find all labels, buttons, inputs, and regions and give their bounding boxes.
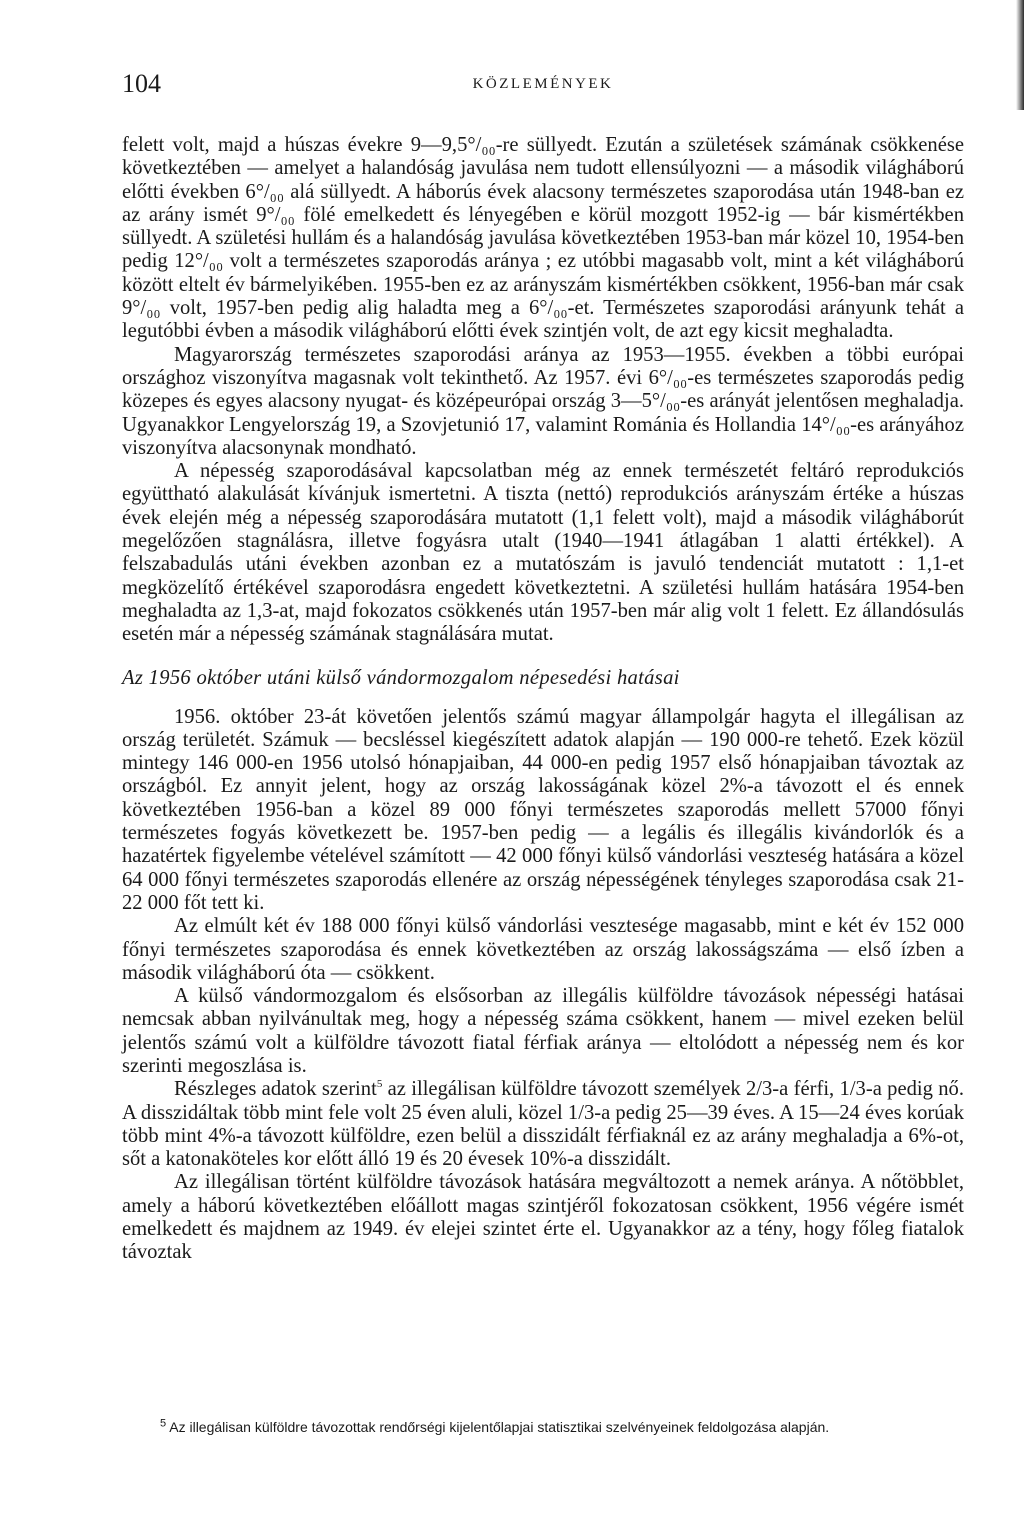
paragraph-partial-data (122, 1078, 964, 1171)
footnote-reference: 5 (376, 1078, 383, 1091)
paragraph-european-comparison: Magyarország természetes szaporodási aránya az 1953—1955. években a többi európai országhoz viszonyítva magasnak volt tekinthető. Az 1957. évi 6°/₀₀-es természetes szaporodás pedig közepes és egyes alacsony nyugat- és középeurópai ország 3—5°/₀₀-es arányát jelentősen meghaladja. Ugyanakkor Lengyelország 19, a Szovjetunió 17, valamint Románia és Hollandia 14°/₀₀-es arányához viszonyítva alacsonynak mondható. (122, 343, 964, 459)
page-header (122, 66, 964, 102)
section-title: Az 1956 október utáni külső vándormozgalom népesedési hatásai (122, 666, 680, 689)
footnote-marker: 5 (160, 1417, 167, 1430)
partial-data-text: az illegálisan külföldre távozott személyek 2/3-a férfi, 1/3-a pedig nő. A disszidáltak több mint fele volt 25 éven aluli, közel 1/3-a pedig 25—39 éves. A 15—24 éves korúak több mint 4%-a távozott külföldre, ezen belül a disszidált férfiaknál ez az arány meghaladja a 6%-ot, sőt a katonaköteles kor előtt álló 19 és 20 évesek 10%-a disszidált. (122, 1078, 965, 1171)
page-number: 104 (122, 69, 161, 98)
paragraph-emigration-1956: 1956. október 23-át követően jelentős számú magyar állampolgár hagyta el illegálisan az ország területét. Számuk — becsléssel kiegészített adatok alapján — 190 000-re tehető. Ezek közül mintegy 146 000-en 1956 utolsó hónapjaiban, 44 000-en pedig 1957 első hónapjaiban távoztak az országból. Ez annyit jelent, hogy az ország lakosságának közel 2%-a távozott el és ennek következtében 1956-ban a közel 89 000 főnyi természetes szaporodás mellett 57000 főnyi természetes fogyás következett be. 1957-ben pedig — a legális és illegális kivándorlók és a hazatértek figyelembe vételével számított — 42 000 főnyi külső vándorlási veszteség hatására a közel 64 000 főnyi természetes szaporodás ellenére az ország népességének tényleges szaporodása csak 21-22 000 főt tett ki. (122, 705, 964, 914)
paragraph-sex-ratio: Az illegálisan történt külföldre távozások hatására megváltozott a nemek aránya. A nőtöbblet, amely a háború következtében előállott magas szintjéről fokozatosan csökkent, 1956 végére ismét emelkedett és majdnem az 1949. év elejei szintet érte el. Ugyanakkor az a tény, hogy főleg fiatalok távoztak (122, 1171, 964, 1264)
page-body (122, 134, 964, 1265)
page-edge-shadow (1016, 0, 1024, 110)
paragraph-reproduction-rate: A népesség szaporodásával kapcsolatban még az ennek természetét feltáró reprodukciós együttható alakulását kívánjuk ismertetni. A tiszta (nettó) reprodukciós arányszám értéke a húszas évek elején még a népesség szaporodására mutatott (1,1 felett volt), majd a második világháborút megelőzően stagnálásra, illetve fogyásra utalt (1940—1941 átlagában 1 alatti értékkel). A felszabadulás utáni években azonban ez a mutatószám is javuló tendenciát mutatott : 1,1-et megközelítő értékével szaporodásra engedett következtetni. A születési hullám hatására 1954-ben meghaladta az 1,3-at, majd fokozatos csökkenés után 1957-ben már alig volt 1 felett. Ez állandósulás esetén már a népesség számának stagnálására mutat. (122, 460, 964, 646)
footnote-text: Az illegálisan külföldre távozottak rendőrségi kijelentőlapjai statisztikai szelvényeinek feldolgozása alapján. (166, 1419, 830, 1435)
footnote (122, 1419, 964, 1436)
paragraph-migration-loss: Az elmúlt két év 188 000 főnyi külső vándorlási vesztesége magasabb, mint e két év 152 000 főnyi természetes szaporodása és ennek következtében az ország lakosságszáma — első ízben a második világháború óta — csökkent. (122, 915, 964, 984)
paragraph-population-structure: A külső vándormozgalom és elsősorban az illegális külföldre távozások népességi hatásai nemcsak abban nyilvánultak meg, hogy a népesség száma csökkent, hanem — mivel ezeken belül jelentős számú volt a külföldre távozott fiatal férfiak aránya — eltolódott a népesség nem és kor szerinti megoszlása is. (122, 985, 964, 1077)
partial-data-lead: Részleges adatok szerint (174, 1078, 377, 1101)
paragraph-natural-increase: felett volt, majd a húszas évekre 9—9,5°/₀₀-re süllyedt. Ezután a születések számának csökkenése következtében — amelyet a halandóság javulása nem tudott ellensúlyozni — a második világháború előtti években 6°/₀₀ alá süllyedt. A háborús évek alacsony természetes szaporodása után 1948-ban ez az arány ismét 9°/₀₀ fölé emelkedett és lényegében e körül mozgott 1952-ig — bár kismértékben süllyedt. A születési hullám és a halandóság javulása következtében 1953-ban már közel 10, 1954-ben pedig 12°/₀₀ volt a természetes szaporodás aránya ; ez utóbbi magasabb volt, mint a két világháború között eltelt év bármelyikében. 1955-ben ez az arányszám kismértékben csökkent, 1956-ban már csak 9°/₀₀ volt, 1957-ben pedig alig haladta meg a 6°/₀₀-et. Természetes szaporodási arányunk tehát a legutóbbi évben a második világháború előtti évek szintjén volt, de azt egy kicsit meghaladta. (122, 134, 964, 343)
running-title: KÖZLEMÉNYEK (472, 76, 614, 92)
